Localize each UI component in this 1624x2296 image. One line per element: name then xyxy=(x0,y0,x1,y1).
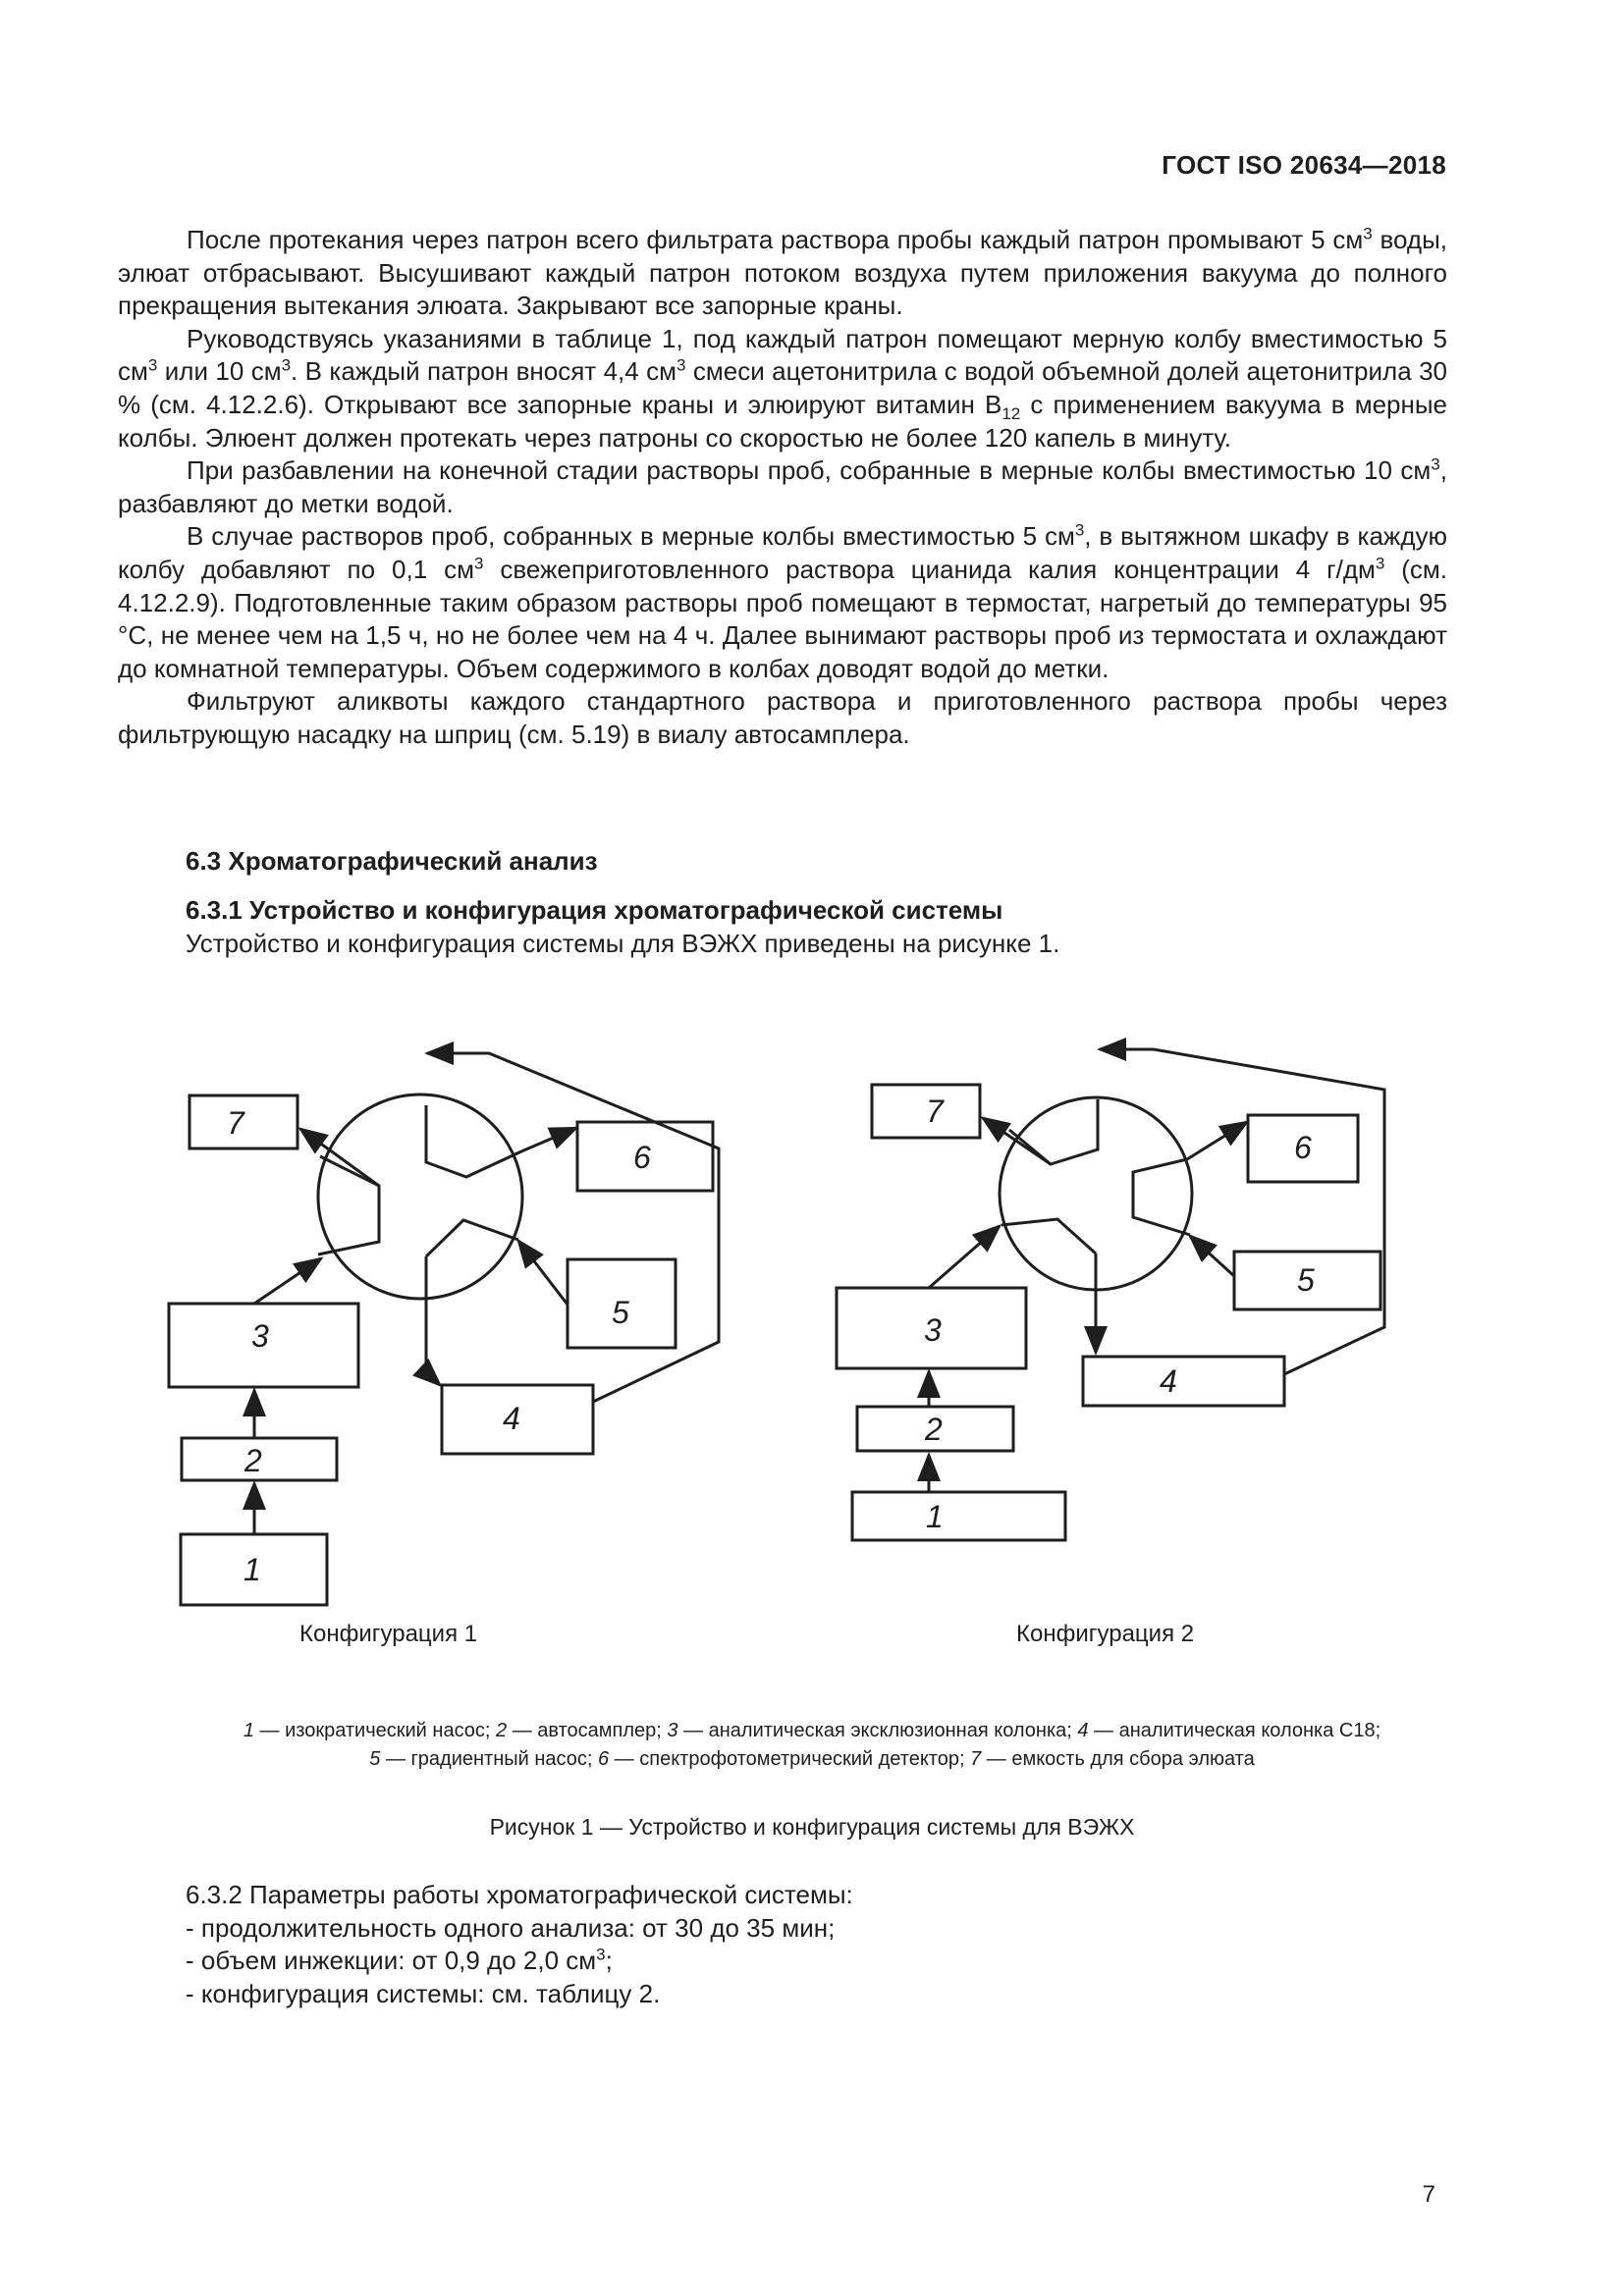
config1-arrow-valve-6 xyxy=(521,1128,576,1151)
section-6-3-2 xyxy=(186,1879,853,2010)
config2-arrow-valve-6 xyxy=(1187,1122,1247,1159)
config1-arrow-valve-4 xyxy=(426,1256,440,1385)
paragraph-2: Руководствуясь указаниями в таблице 1, под каждый патрон помещают мерную колбу вместимостью 5 $см^3$ или 10 $см^3$. В каждый патрон вносят 4,4 $см^3$ смеси ацетонитрила с водой объемной долей ацетонитрила 30 % (см. 4.12.2.6). Открывают все запорные краны и элюируют витамин $B_{12}$ с применением вакуума в мерные колбы. Элюент должен протекать через патроны со скоростью не более 120 капель в минуту. xyxy=(118,323,1448,453)
config2-arrow-5-valve xyxy=(1190,1236,1234,1276)
config2-label-5: 5 xyxy=(1297,1262,1315,1298)
config2-label-7: 7 xyxy=(926,1094,944,1129)
paragraph-5: Фильтруют аликвоты каждого стандартного раствора и приготовленного раствора пробы через фильтрующую насадку на шприц (см. 5.19) в виалу автосамплера. xyxy=(118,686,1447,749)
config2-box-1 xyxy=(852,1492,1065,1540)
config2-box-4 xyxy=(1083,1357,1284,1406)
document-header: ГОСТ ISO 20634—2018 xyxy=(1162,150,1446,180)
config1-arrow-3-valve xyxy=(254,1258,321,1304)
config2-label-3: 3 xyxy=(924,1312,942,1348)
config1-valve-channel-bottom xyxy=(426,1220,518,1256)
paragraph-3: При разбавлении на конечной стадии растворы проб, собранные в мерные колбы вместимостью 10 $см^3$, разбавляют до метки водой. xyxy=(118,454,1447,518)
config2-label-4: 4 xyxy=(1160,1363,1177,1399)
config1-label-2: 2 xyxy=(244,1443,262,1478)
param-item-injection-volume: - объем инжекции: от 0,9 до 2,0 $см^3$; xyxy=(186,1945,613,1975)
figure-legend xyxy=(79,1717,1545,1774)
legend-line-1: 1 — изократический насос; 2 — автосамплер; 3 — аналитическая эксклюзионная колонка; 4 — аналитическая колонка C18; xyxy=(243,1720,1381,1741)
figure-caption: Рисунок 1 — Устройство и конфигурация системы для ВЭЖХ xyxy=(489,1814,1135,1840)
config1-label-4: 4 xyxy=(503,1401,520,1436)
config1-arrow-5-valve xyxy=(518,1241,568,1305)
config2-label-1: 1 xyxy=(926,1499,944,1534)
config2-label-2: 2 xyxy=(925,1412,943,1447)
config1-label-6: 6 xyxy=(633,1140,651,1175)
section-6-3-1-title: 6.3.1 Устройство и конфигурация хроматографической системы xyxy=(186,895,1003,925)
section-6-3-1-text: Устройство и конфигурация системы для ВЭЖХ приведены на рисунке 1. xyxy=(186,929,1060,958)
paragraph-1: После протекания через патрон всего фильтрата раствора пробы каждый патрон промывают 5 $см^3$ воды, элюат отбрасывают. Высушивают каждый патрон потоком воздуха путем приложения вакуума до полного прекращения вытекания элюата. Закрывают все запорные краны. xyxy=(118,224,1448,321)
config1-label-3: 3 xyxy=(251,1318,269,1354)
hplc-configuration-figure xyxy=(0,1001,1624,1688)
page-number: 7 xyxy=(1422,2181,1435,2208)
config2-return-loop xyxy=(1100,1049,1384,1374)
param-item-configuration: - конфигурация системы: см. таблицу 2. xyxy=(186,1978,661,2008)
config2-valve-channel-right xyxy=(1133,1159,1190,1235)
config2-caption: Конфигурация 2 xyxy=(1016,1621,1195,1647)
param-item-duration: - продолжительность одного анализа: от 30 до 35 мин; xyxy=(186,1912,836,1943)
config2-arrow-valve-7 xyxy=(983,1118,1051,1164)
config1-return-loop xyxy=(427,1053,719,1402)
paragraph-4: В случае растворов проб, собранных в мерные колбы вместимостью 5 $см^3$, в вытяжном шкафу в каждую колбу добавляют по 0,1 $см^3$ свежеприготовленного раствора цианида калия концентрации 4 $г/дм^3$ (см. 4.12.2.9). Подготовленные таким образом растворы проб помещают в термостат, нагретый до температуры 95 °С, не менее чем на 1,5 ч, но не более чем на 4 ч. Далее вынимают растворы проб из термостата и охлаждают до комнатной температуры. Объем содержимого в колбах доводят водой до метки. xyxy=(118,520,1448,683)
section-6-3-title: 6.3 Хроматографический анализ xyxy=(186,846,598,876)
config1-caption: Конфигурация 1 xyxy=(299,1621,478,1647)
legend-line-2: 5 — градиентный насос; 6 — спектрофотометрический детектор; 7 — емкость для сбора элюата xyxy=(369,1748,1255,1770)
config1-arrow-valve-7 xyxy=(300,1129,379,1186)
config2-arrow-3-valve xyxy=(929,1226,1000,1288)
config1-label-7: 7 xyxy=(227,1105,244,1141)
config1-label-5: 5 xyxy=(612,1295,629,1330)
body-paragraphs xyxy=(118,224,1447,752)
config1-label-1: 1 xyxy=(244,1552,261,1587)
section-6-3-2-title: 6.3.2 Параметры работы хроматографической системы: xyxy=(186,1880,853,1909)
config1-valve xyxy=(318,1095,522,1299)
config2-label-6: 6 xyxy=(1294,1130,1312,1165)
